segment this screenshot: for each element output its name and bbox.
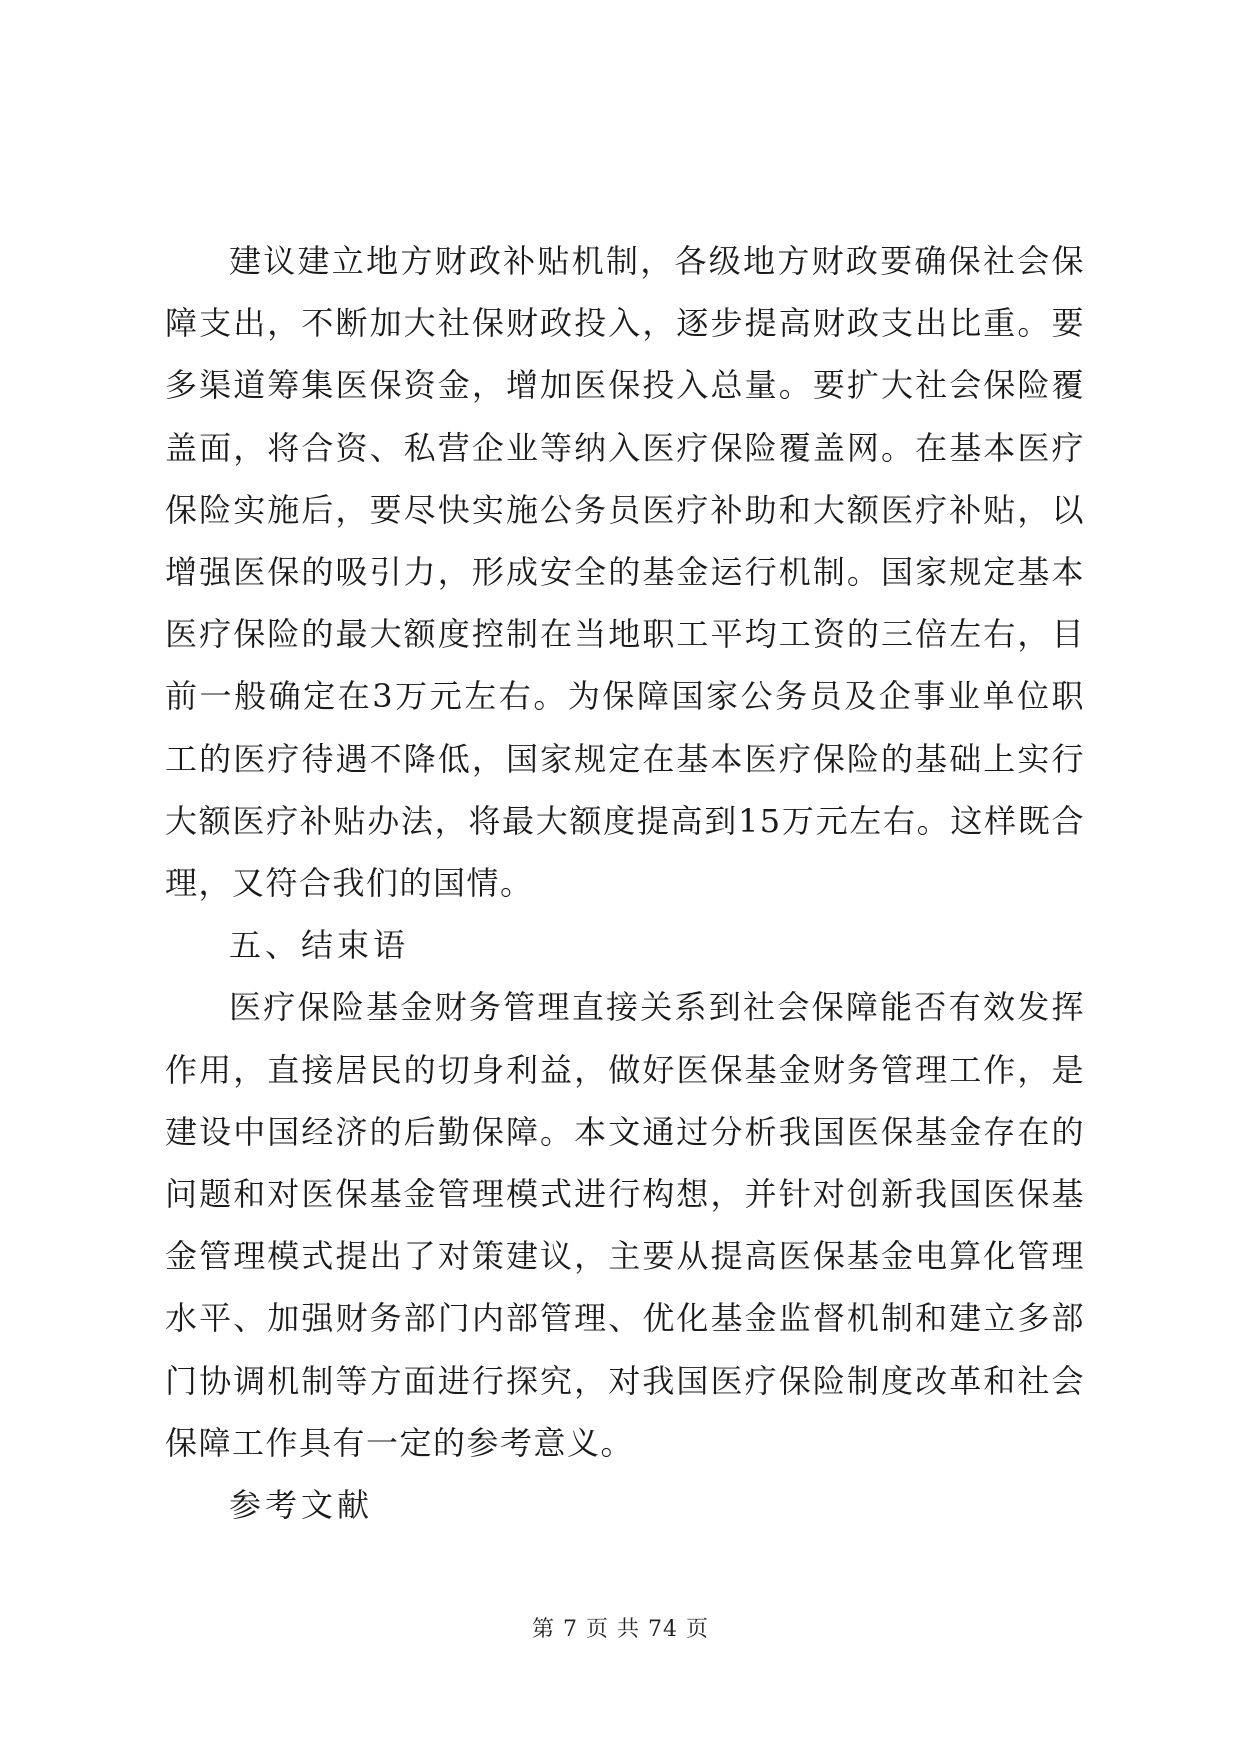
paragraph-conclusion: 医疗保险基金财务管理直接关系到社会保障能否有效发挥作用，直接居民的切身利益，做好医保基金财务管理工作，是建设中国经济的后勤保障。本文通过分析我国医保基金存在的问题和对医保基金管理模式进行构想，并针对创新我国医保基金管理模式提出了对策建议，主要从提高医保基金电算化管理水平、加强财务部门内部管理、优化基金监督机制和建立多部门协调机制等方面进行探究，对我国医疗保险制度改革和社会保障工作具有一定的参考意义。 bbox=[165, 988, 1085, 1462]
document-body bbox=[165, 230, 1085, 1536]
section-heading-conclusion: 五、结束语 bbox=[229, 926, 410, 965]
paragraph-funding-recommendation: 建议建立地方财政补贴机制，各级地方财政要确保社会保障支出，不断加大社保财政投入，逐步提高财政支出比重。要多渠道筹集医保资金，增加医保投入总量。要扩大社会保险覆盖面，将合资、私营企业等纳入医疗保险覆盖网。在基本医疗保险实施后，要尽快实施公务员医疗补助和大额医疗补贴，以增强医保的吸引力，形成安全的基金运行机制。国家规定基本医疗保险的最大额度控制在当地职工平均工资的三倍左右，目前一般确定在3万元左右。为保障国家公务员及企事业单位职工的医疗待遇不降低，国家规定在基本医疗保险的基础上实行大额医疗补贴办法，将最大额度提高到15万元左右。这样既合理，又符合我们的国情。 bbox=[165, 242, 1085, 903]
references-heading: 参考文献 bbox=[229, 1486, 374, 1525]
page-number-footer: 第 7 页 共 74 页 bbox=[532, 1617, 709, 1642]
